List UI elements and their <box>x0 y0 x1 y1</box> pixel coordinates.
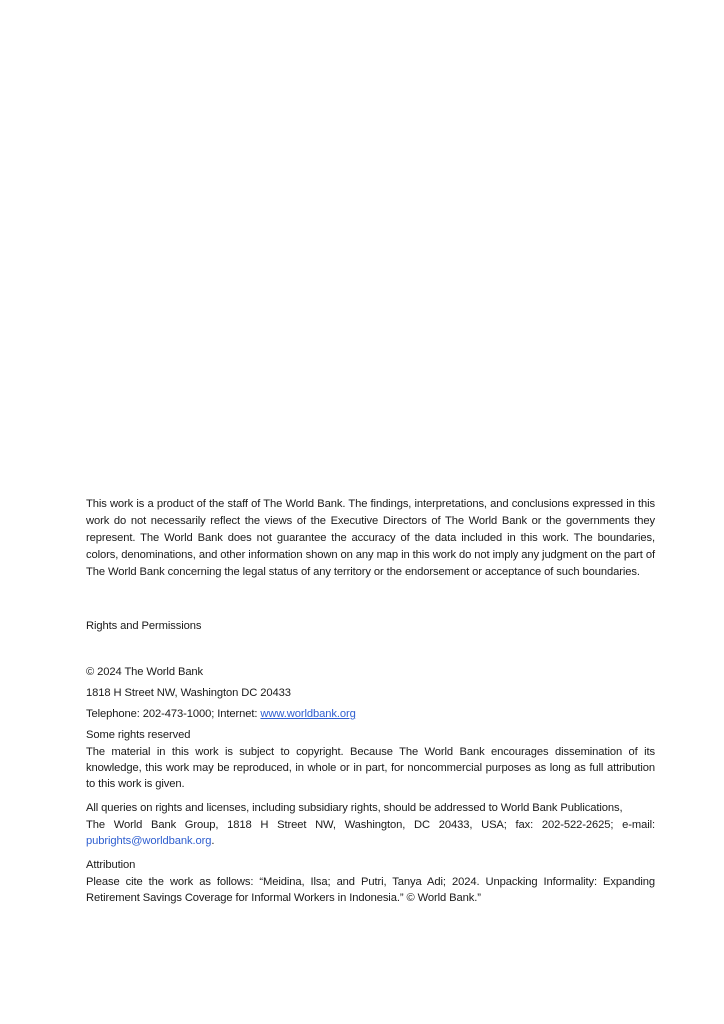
email-domain: worldbank.org <box>142 835 212 847</box>
queries-line: All queries on rights and licenses, including subsidiary rights, should be addressed to World Bank Publications, <box>86 802 623 814</box>
attribution-heading: Attribution <box>86 859 136 871</box>
publications-address <box>86 817 655 849</box>
publications-suffix: . <box>211 835 215 847</box>
rights-heading: Rights and Permissions <box>86 620 202 632</box>
email-user: pubrights@ <box>86 835 143 847</box>
publications-text: The World Bank Group, 1818 H Street NW, Washington, DC 20433, USA; fax: 202-522-2625; e-mail: <box>86 819 655 831</box>
email-link[interactable] <box>86 835 211 847</box>
website-link[interactable]: www.worldbank.org <box>260 708 356 720</box>
material-paragraph: The material in this work is subject to copyright. Because The World Bank encourages dissemination of its knowledge, this work may be reproduced, in whole or in part, for noncommercial purposes as long as full attribution to this work is given. <box>86 746 655 790</box>
rights-reserved-line: Some rights reserved <box>86 729 191 741</box>
citation-paragraph: Please cite the work as follows: “Meidina, Ilsa; and Putri, Tanya Adi; 2024. Unpacking Informality: Expanding Retirement Savings Coverage for Informal Workers in Indonesia.” © World Bank.” <box>86 876 655 904</box>
copyright-line: © 2024 The World Bank <box>86 666 204 678</box>
telephone-text: Telephone: 202-473-1000; Internet: <box>86 708 261 720</box>
copyright-page <box>86 496 655 906</box>
address-line: 1818 H Street NW, Washington DC 20433 <box>86 687 291 699</box>
contact-line <box>86 706 655 723</box>
disclaimer-paragraph: This work is a product of the staff of The World Bank. The findings, interpretations, and conclusions expressed in this work do not necessarily reflect the views of the Executive Directors of The World Bank or the governments they represent. The World Bank does not guarantee the accuracy of the data included in this work. The boundaries, colors, denominations, and other information shown on any map in this work do not imply any judgment on the part of The World Bank concerning the legal status of any territory or the endorsement or acceptance of such boundaries. <box>86 498 655 578</box>
